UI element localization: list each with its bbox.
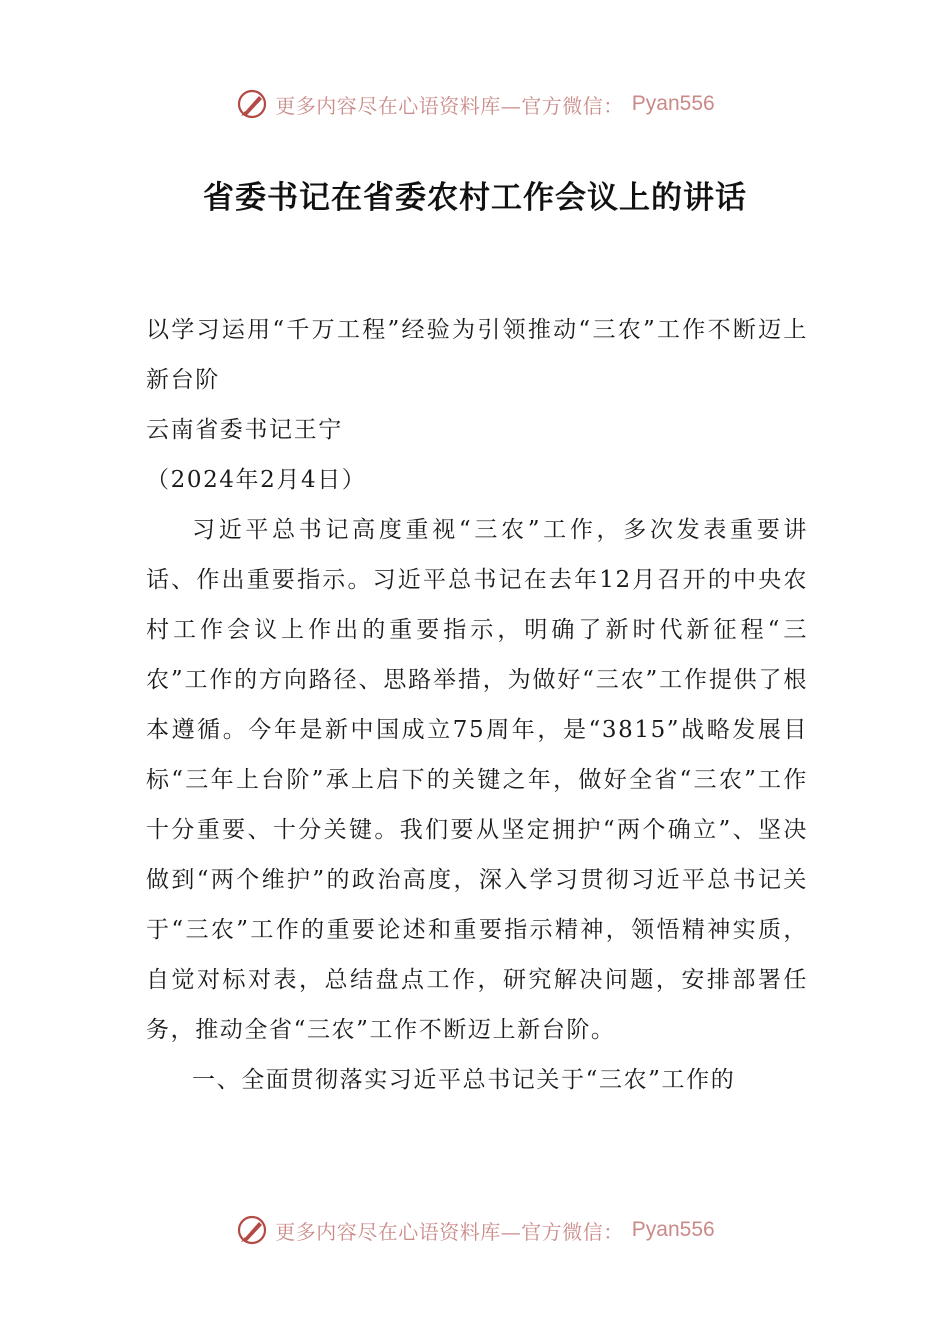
document-date: （2024年2月4日）	[146, 467, 367, 493]
watermark-text: 更多内容尽在心语资料库—官方微信：	[275, 1219, 624, 1244]
document-subtitle: 以学习运用“千万工程”经验为引领推动“三农”工作不断迈上新台阶	[146, 317, 808, 393]
paragraph: 习近平总书记高度重视“三农”工作，多次发表重要讲话、作出重要指示。习近平总书记在去年12月召开的中央农村工作会议上作出的重要指示，明确了新时代新征程“三农”工作的方向路径、思路举措，为做好“三农”工作提供了根本遵循。今年是新中国成立75周年，是“3815”战略发展目标“三年上台阶”承上启下的关键之年，做好全省“三农”工作十分重要、十分关键。我们要从坚定拥护“两个确立”、坚决做到“两个维护”的政治高度，深入学习贯彻习近平总书记关于“三农”工作的重要论述和重要指示精神，领悟精神实质，自觉对标对表，总结盘点工作，研究解决问题，安排部署任务，推动全省“三农”工作不断迈上新台阶。	[146, 517, 808, 1043]
document-author: 云南省委书记王宁	[146, 417, 343, 443]
document-body	[146, 305, 808, 1105]
header-watermark	[0, 84, 950, 124]
watermark-text: 更多内容尽在心语资料库—官方微信：	[275, 93, 624, 118]
pen-logo-icon	[235, 87, 269, 121]
footer-watermark	[0, 1210, 950, 1250]
watermark-wechat-id: Pyan556	[631, 1218, 715, 1241]
section-heading: 一、全面贯彻落实习近平总书记关于“三农”工作的	[192, 1067, 736, 1093]
document-title: 省委书记在省委农村工作会议上的讲话	[203, 180, 747, 216]
pen-logo-icon	[235, 1213, 269, 1247]
watermark-wechat-id: Pyan556	[631, 92, 715, 115]
